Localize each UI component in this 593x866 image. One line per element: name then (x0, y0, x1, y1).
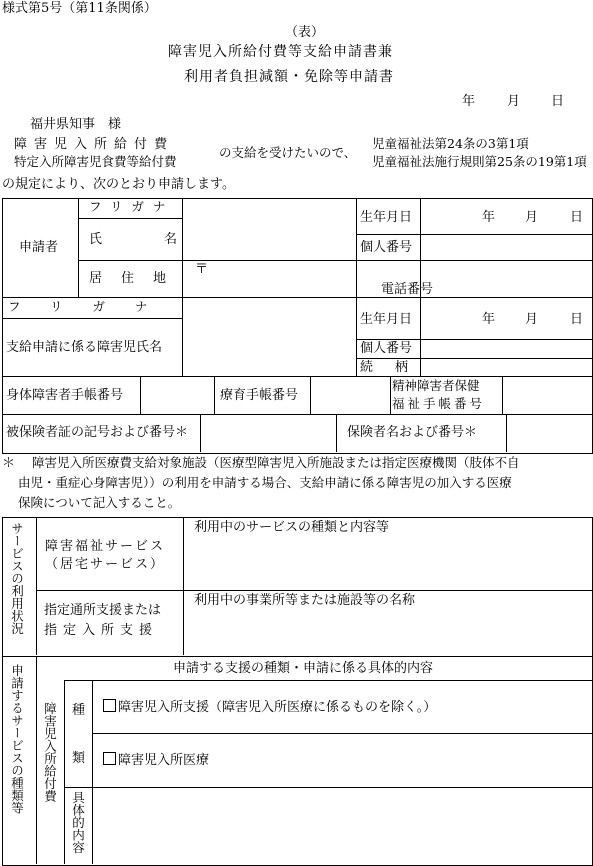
applicant-personal-number-field[interactable] (421, 235, 590, 259)
type-label-1: 種 (72, 703, 86, 718)
child-birthdate-label: 生年月日 (360, 312, 413, 327)
insurer-label: 保険者名および番号＊ (347, 425, 478, 440)
applicant-personal-number-label: 個人番号 (360, 240, 413, 255)
applicant-address-label: 居住地 (89, 271, 186, 286)
note-line-2: 由児・重症心身障害児））の利用を申請する場合、支給申請に係る障害児の加入する医療 (18, 475, 512, 490)
date-day-label: 日 (551, 94, 565, 109)
applicant-birth-day: 日 (570, 210, 584, 225)
support-label-2: 指定入所支援 (44, 623, 159, 638)
insurer-field[interactable] (507, 415, 590, 451)
child-personal-number-label: 個人番号 (360, 341, 413, 356)
law-reference-2: 児童福祉法施行規則第25条の19第1項 (372, 154, 587, 169)
form-title-line1: 障害児入所給付費等支給申請書兼 (168, 44, 393, 60)
service-request-header: 申請する支援の種類・申請に係る具体的内容 (173, 661, 434, 676)
child-name-field[interactable] (183, 319, 355, 375)
front-side-label: （表） (285, 25, 325, 40)
applicant-furigana-field[interactable] (183, 199, 355, 217)
benefit-type-1 (14, 138, 209, 151)
child-birth-day: 日 (570, 312, 584, 327)
form-number: 様式第5号（第11条関係） (2, 1, 157, 16)
applicant-birth-year: 年 (482, 210, 496, 225)
checkbox-icon[interactable] (103, 699, 116, 712)
child-furigana-field[interactable] (183, 298, 355, 317)
option-residential-medical[interactable] (103, 752, 209, 767)
form-title-line2: 利用者負担減額・免除等申請書 (184, 69, 394, 85)
date-year-label: 年 (462, 94, 476, 109)
support-field[interactable] (184, 612, 590, 654)
physical-handbook-field[interactable] (141, 377, 213, 413)
applicant-section-label: 申請者 (19, 240, 59, 255)
child-relationship-field[interactable] (421, 359, 590, 375)
benefit-type-2: 特定入所障害児食費等給付費 (14, 154, 177, 169)
mental-handbook-label-2: 福祉手帳番号 (392, 396, 486, 411)
applicant-address-field[interactable] (205, 261, 355, 281)
welfare-service-field[interactable] (184, 540, 590, 589)
postal-mark: 〒 (195, 262, 209, 277)
type-label-2: 類 (72, 751, 86, 766)
applicant-birth-month: 月 (525, 210, 539, 225)
law-reference-1: 児童福祉法第24条の3第1項 (372, 136, 529, 151)
addressee: 福井県知事 様 (30, 117, 122, 132)
service-usage-label: サービスの利用状況 (9, 522, 25, 635)
note-line-1: 障害児入所医療費支給対象施設（医療型障害児入所施設または指定医療機関（肢体不自 (32, 455, 520, 470)
support-label-1: 指定通所支援または (44, 603, 162, 618)
service-request-label: 申請するサービスの種類等 (9, 664, 25, 814)
physical-handbook-label: 身体障害者手帳番号 (6, 388, 124, 403)
applicant-phone-field[interactable] (445, 280, 590, 296)
option-residential-support-label: 障害児入所支援（障害児入所医療に係るものを除く。） (118, 700, 437, 715)
applicant-name-label: 氏名 (89, 232, 240, 247)
date-month-label: 月 (507, 94, 521, 109)
note-line-3: 保険について記入すること。 (18, 495, 181, 510)
child-personal-number-field[interactable] (421, 340, 590, 357)
child-furigana-text: フリガナ (8, 299, 178, 314)
note-mark: ＊ (2, 456, 16, 471)
intro-middle-text: の支給を受けたいので、 (219, 145, 357, 160)
benefit-label-vertical: 障害児入所給付費 (42, 702, 58, 802)
child-birth-year: 年 (482, 312, 496, 327)
insured-card-label: 被保険者証の記号および番号＊ (6, 425, 189, 440)
child-furigana-label (8, 301, 178, 314)
child-relationship-label: 続柄 (360, 360, 431, 375)
benefit-type-1-text: 障害児入所給付費 (14, 137, 175, 152)
welfare-service-content-label: 利用中のサービスの種類と内容等 (194, 520, 390, 535)
child-name-label: 支給申請に係る障害児氏名 (6, 340, 163, 355)
applicant-name-field[interactable] (183, 219, 355, 259)
applicant-birthdate-label: 生年月日 (360, 210, 413, 225)
option-residential-support[interactable] (103, 699, 436, 714)
welfare-service-label-1: 障害福祉サービス (45, 539, 166, 554)
checkbox-icon[interactable] (103, 752, 116, 765)
child-birth-month: 月 (525, 312, 539, 327)
mental-handbook-field[interactable] (503, 377, 590, 413)
applicant-furigana-label (89, 201, 177, 214)
details-field[interactable] (93, 788, 590, 863)
details-label: 具体的内容 (70, 791, 86, 854)
support-content-label: 利用中の事業所等または施設等の名称 (194, 593, 416, 608)
rehab-handbook-label: 療育手帳番号 (220, 388, 299, 403)
option-residential-medical-label: 障害児入所医療 (118, 753, 210, 768)
mental-handbook-label-1: 精神障害者保健 (392, 378, 480, 393)
insured-card-field[interactable] (201, 415, 335, 451)
applicant-furigana-text: フリガナ (89, 199, 175, 214)
welfare-service-label-2: （居宅サービス） (45, 557, 166, 572)
applicant-phone-label: 電話番号 (381, 282, 434, 297)
intro-closing-text: の規定により、次のとおり申請します。 (2, 177, 235, 192)
rehab-handbook-field[interactable] (311, 377, 389, 413)
